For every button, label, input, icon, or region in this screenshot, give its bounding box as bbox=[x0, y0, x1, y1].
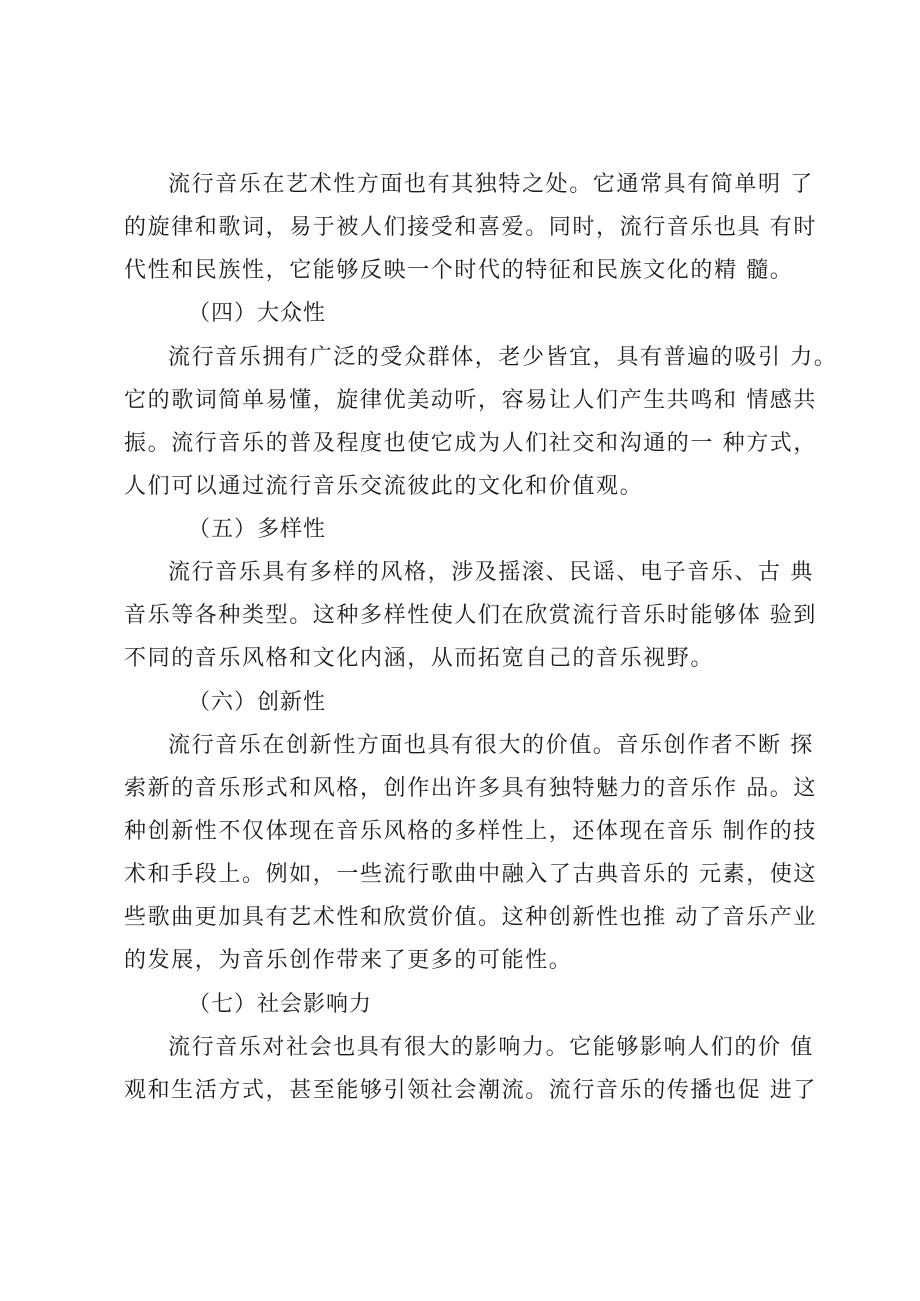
paragraph-line: 不同的音乐风格和文化内涵，从而拓宽自己的音乐视野。 bbox=[124, 646, 715, 671]
section-heading-4: （四）大众性 bbox=[188, 301, 327, 326]
paragraph-line: 人们可以通过流行音乐交流彼此的文化和价值观。 bbox=[124, 474, 644, 499]
paragraph-line: 术和手段上。例如，一些流行歌曲中融入了古典音乐的 元素，使这 bbox=[124, 862, 817, 887]
paragraph-line: 些歌曲更加具有艺术性和欣赏价值。这种创新性也推 动了音乐产业 bbox=[124, 905, 817, 930]
paragraph-line: 的旋律和歌词，易于被人们接受和喜爱。同时，流行音乐也具 有时 bbox=[124, 215, 817, 240]
paragraph-line: 流行音乐在创新性方面也具有很大的价值。音乐创作者不断 探 bbox=[168, 733, 814, 758]
paragraph-line: 流行音乐对社会也具有很大的影响力。它能够影响人们的价 值 bbox=[168, 1035, 814, 1060]
paragraph-line: 音乐等各种类型。这种多样性使人们在欣赏流行音乐时能够体 验到 bbox=[124, 603, 817, 628]
section-heading-7: （七）社会影响力 bbox=[188, 992, 373, 1017]
paragraph-line: 观和生活方式，甚至能够引领社会潮流。流行音乐的传播也促 进了 bbox=[124, 1078, 817, 1103]
section-heading-6: （六）创新性 bbox=[188, 690, 327, 715]
section-heading-5: （五）多样性 bbox=[188, 517, 327, 542]
paragraph-line: 流行音乐具有多样的风格，涉及摇滚、民谣、电子音乐、古 典 bbox=[168, 560, 814, 585]
paragraph-line: 流行音乐在艺术性方面也有其独特之处。它通常具有简单明 了 bbox=[168, 172, 814, 197]
paragraph-line: 的发展，为音乐创作带来了更多的可能性。 bbox=[124, 948, 573, 973]
paragraph-line: 索新的音乐形式和风格，创作出许多具有独特魅力的音乐作 品。这 bbox=[124, 776, 817, 801]
paragraph-line: 代性和民族性，它能够反映一个时代的特征和民族文化的精 髓。 bbox=[124, 258, 794, 283]
paragraph-line: 振。流行音乐的普及程度也使它成为人们社交和沟通的一 种方式， bbox=[124, 431, 817, 456]
paragraph-line: 它的歌词简单易懂，旋律优美动听，容易让人们产生共鸣和 情感共 bbox=[124, 388, 817, 413]
paragraph-line: 种创新性不仅体现在音乐风格的多样性上，还体现在音乐 制作的技 bbox=[124, 819, 817, 844]
paragraph-line: 流行音乐拥有广泛的受众群体，老少皆宜，具有普遍的吸引 力。 bbox=[168, 345, 838, 370]
